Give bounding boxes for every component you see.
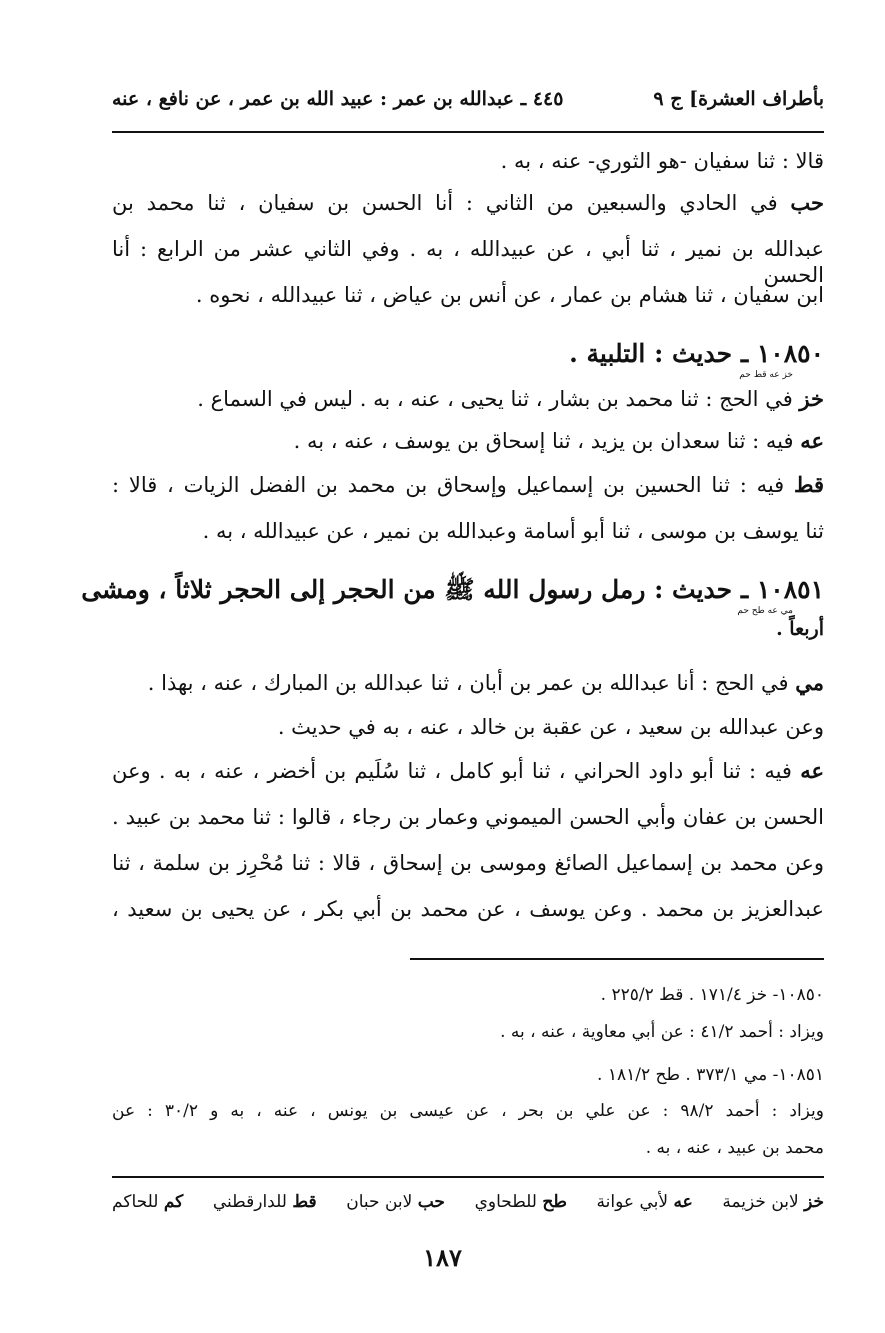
body-line bbox=[112, 758, 824, 792]
body-text: في الحج : ثنا محمد بن بشار ، ثنا يحيى ، عنه ، به . ليس في السماع . bbox=[197, 387, 793, 411]
hadith-number: ١٠٨٥٠ ـ bbox=[740, 339, 824, 368]
sigla-item: طح للطحاوي bbox=[474, 1192, 567, 1212]
body-line bbox=[112, 190, 824, 224]
body-line bbox=[112, 670, 824, 696]
hadith-title: حديث : التلبية . bbox=[569, 339, 733, 368]
hadith-sigla: خز عه قط حم bbox=[739, 370, 793, 380]
sigla-key bbox=[112, 1192, 824, 1213]
sigla-item: عه لأبي عوانة bbox=[596, 1192, 693, 1212]
sigla-item: حب لابن حبان bbox=[346, 1192, 445, 1212]
body-text: في الحادي والسبعين من الثاني : أنا الحسن بن سفيان ، ثنا محمد بن bbox=[112, 191, 778, 215]
header-rule bbox=[112, 131, 824, 133]
header-title bbox=[112, 88, 563, 112]
hadith-heading bbox=[112, 338, 824, 369]
header-number: ٤٤٥ ـ bbox=[520, 88, 564, 110]
source-abbr: حب bbox=[790, 190, 824, 215]
body-line: عبدالعزيز بن محمد . وعن يوسف ، عن محمد بن أبي بكر ، عن يحيى بن سعيد ، bbox=[112, 897, 824, 921]
page-number: ١٨٧ bbox=[423, 1243, 462, 1272]
sigla-item: قط للدارقطني bbox=[212, 1192, 317, 1212]
footnote-line: ويزاد : أحمد ٩٨/٢ : عن علي بن بحر ، عن عيسى بن يونس ، عنه ، به و ٣٠/٢ : عن bbox=[112, 1101, 824, 1121]
key-rule bbox=[112, 1176, 824, 1178]
footnote-line: ١٠٨٥٠- خز ١٧١/٤ . قط ٢٢٥/٢ . bbox=[600, 985, 824, 1005]
source-abbr: عه bbox=[800, 428, 824, 453]
header-volume: بأطراف العشرة] ج ٩ bbox=[653, 88, 824, 110]
hadith-heading bbox=[81, 574, 824, 605]
header-chain: عبدالله بن عمر : عبيد الله بن عمر ، عن نافع ، عنه bbox=[112, 88, 515, 110]
body-line: ثنا يوسف بن موسى ، ثنا أبو أسامة وعبدالله بن نمير ، عن عبيدالله ، به . bbox=[202, 519, 824, 543]
body-line: وعن محمد بن إسماعيل الصائغ وموسى بن إسحاق ، قالا : ثنا مُحْرِز بن سلمة ، ثنا bbox=[112, 851, 824, 875]
body-line: عبدالله بن نمير ، ثنا أبي ، عن عبيدالله ، به . وفي الثاني عشر من الرابع : أنا الحسن bbox=[112, 237, 824, 288]
hadith-title-cont: أربعاً . bbox=[776, 618, 824, 640]
body-text: فيه : ثنا أبو داود الحراني ، ثنا أبو كامل ، ثنا سُلَيم بن أخضر ، عنه ، به . وعن bbox=[112, 759, 792, 783]
body-line: الحسن بن عفان وأبي الحسن الميموني وعمار بن رجاء ، قالوا : ثنا محمد بن عبيد . bbox=[112, 805, 824, 829]
body-text: في الحج : أنا عبدالله بن عمر بن أبان ، ثنا عبدالله بن المبارك ، عنه ، بهذا . bbox=[147, 671, 789, 695]
source-abbr: مي bbox=[795, 670, 824, 695]
body-line: وعن عبدالله بن سعيد ، عن عقبة بن خالد ، عنه ، به في حديث . bbox=[277, 715, 824, 739]
sigla-item: كم للحاكم bbox=[112, 1192, 184, 1212]
body-line: ابن سفيان ، ثنا هشام بن عمار ، عن أنس بن عياض ، ثنا عبيدالله ، نحوه . bbox=[195, 283, 824, 307]
body-line bbox=[112, 386, 824, 412]
source-abbr: خز bbox=[799, 386, 824, 411]
running-header bbox=[112, 88, 824, 112]
sigla-item: خز لابن خزيمة bbox=[722, 1192, 824, 1212]
body-line bbox=[112, 428, 824, 454]
body-text: فيه : ثنا الحسين بن إسماعيل وإسحاق بن محمد بن الفضل الزيات ، قالا : bbox=[112, 473, 785, 497]
body-line bbox=[112, 472, 824, 506]
source-abbr: عه bbox=[800, 758, 824, 783]
footnote-line: ١٠٨٥١- مي ٣٧٣/١ . طح ١٨١/٢ . bbox=[597, 1065, 824, 1085]
hadith-number: ١٠٨٥١ ـ bbox=[740, 575, 824, 604]
footnote-line: ويزاد : أحمد ٤١/٢ : عن أبي معاوية ، عنه ، به . bbox=[500, 1022, 824, 1042]
body-text: فيه : ثنا سعدان بن يزيد ، ثنا إسحاق بن يوسف ، عنه ، به . bbox=[293, 429, 794, 453]
body-line: قالا : ثنا سفيان -هو الثوري- عنه ، به . bbox=[500, 149, 824, 173]
footnote-rule bbox=[410, 958, 824, 960]
source-abbr: قط bbox=[794, 472, 824, 497]
hadith-title: حديث : رمل رسول الله ﷺ من الحجر إلى الحجر ثلاثاً ، ومشى bbox=[81, 575, 733, 604]
footnote-line: محمد بن عبيد ، عنه ، به . bbox=[645, 1138, 824, 1158]
hadith-sigla: مي عه طح حم bbox=[737, 606, 793, 616]
